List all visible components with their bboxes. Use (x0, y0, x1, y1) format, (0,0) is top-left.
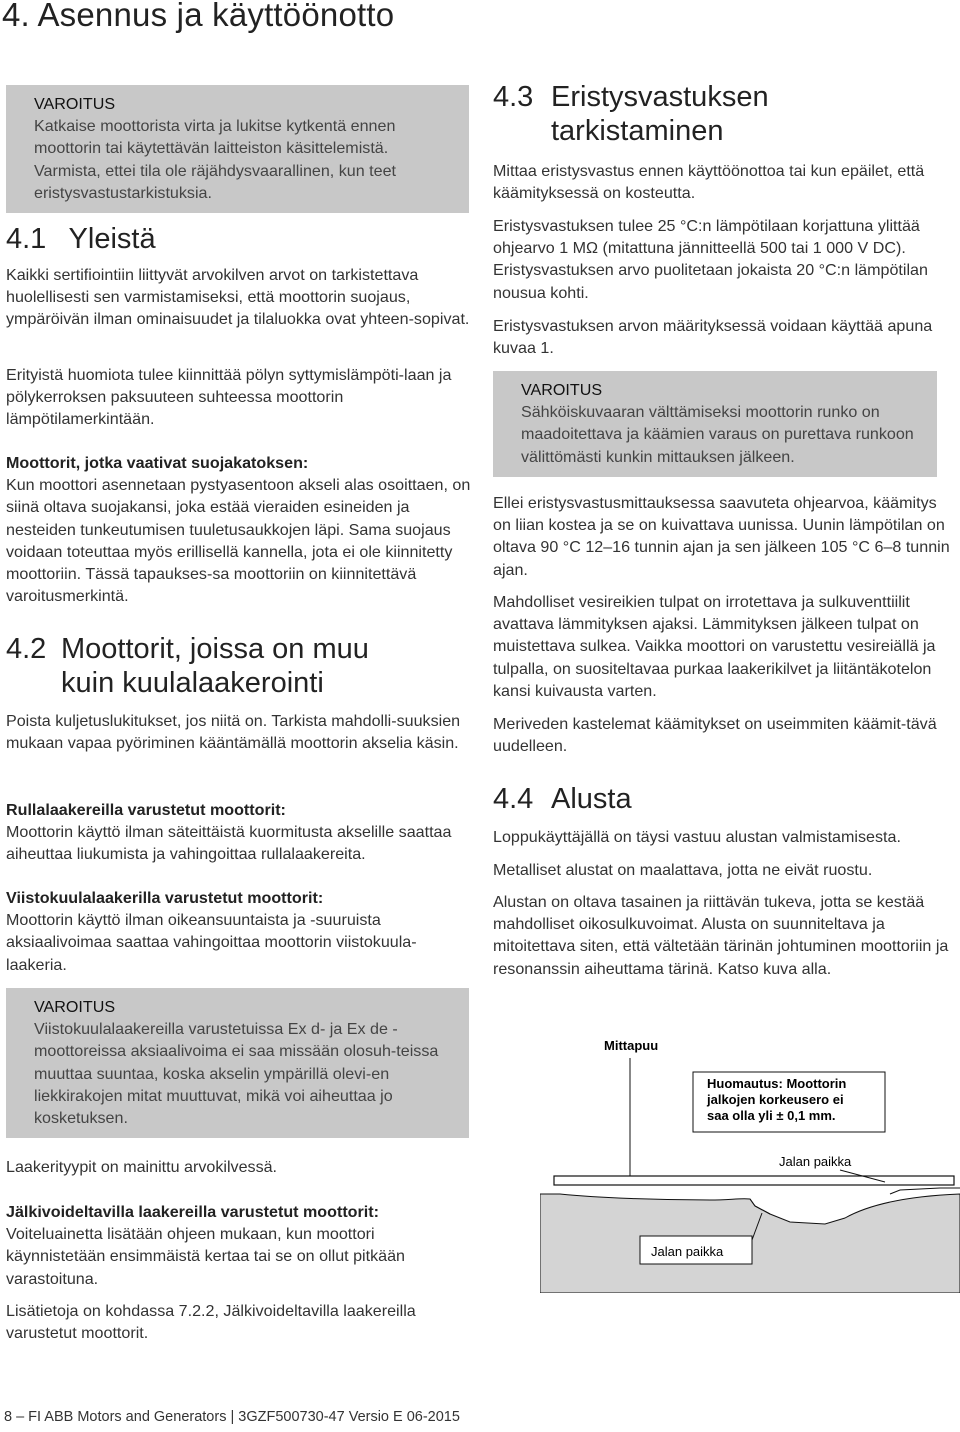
section-heading-4-1 (6, 222, 156, 256)
subsection-title: Rullalaakereilla varustetut moottorit: (6, 801, 286, 819)
paragraph: Voiteluainetta lisätään ohjeen mukaan, kun moottori käynnistetään ensimmäistä kertaa tai se on ollut pitkään varastoituna. (6, 1225, 405, 1288)
foot-position-label: Jalan paikka (779, 1154, 852, 1169)
foot-position-label: Jalan paikka (651, 1244, 724, 1259)
section-title: Yleistä (68, 223, 156, 255)
section-number: 4.2 (6, 633, 47, 665)
paragraph: Moottorin käyttö ilman säteittäistä kuormitusta akselille saattaa aiheuttaa liukumista ja vahingoittaa rullalaakereita. (6, 823, 452, 864)
paragraph: Meriveden kastelemat käämitykset on useimmiten käämit-tävä uudelleen. (493, 715, 937, 756)
section-heading-4-3 (493, 80, 769, 148)
page-title: 4. Asennus ja käyttöönotto (2, 0, 395, 33)
paragraph: Eristysvastuksen tulee 25 °C:n lämpötilaan korjattuna ylittää ohjearvo 1 MΩ (mitattuna jännitteellä 500 tai 1 000 V DC). Eristysvastuksen arvo puolitetaan jokaista 20 °C:n lämpötilan nousua kohti. (493, 217, 928, 302)
warning-box (6, 85, 469, 213)
ruler-bar (554, 1176, 954, 1185)
foot-position-right (890, 1188, 960, 1194)
paragraph: Kun moottori asennetaan pystyasentoon akseli alas osoittaen, on siinä oltava suojakansi, joka estää vieraiden esineiden ja nesteiden tunkeutumisen tuuletusaukkojen läpi. Sama suojaus voidaan toteuttaa myös erillisellä kannella, jota ei ole kiinnitetty moottoriin. Tässä tapaukses-sa moottoriin on kiinnitettävä varoitusmerkintä. (6, 476, 471, 606)
warning-title: VAROITUS (34, 998, 116, 1016)
subsection (6, 887, 471, 976)
subsection-title: Viistokuulalaakerilla varustetut moottorit: (6, 889, 324, 907)
subsection-title: Jälkivoideltavilla laakereilla varustetut moottorit: (6, 1203, 379, 1221)
paragraph: Erityistä huomiota tulee kiinnittää pölyn syttymislämpöti-laan ja pölykerroksen paksuuteen suhteessa moottorin lämpötilamerkintään. (6, 366, 452, 429)
paragraph: Metalliset alustat on maalattava, jotta ne eivät ruostu. (493, 861, 873, 879)
subsection (6, 799, 471, 866)
subsection (6, 1201, 471, 1290)
paragraph: Mahdolliset vesireikien tulpat on irrotettava ja sulkuventtiilit avattava lämmityksen ajaksi. Lämmityksen jälkeen tulpat on muistettava sulkea. Vaikka moottori on varustettu vesireiällä ja tulpalla, on suositeltavaa purkaa laakerikilvet ja liitäntäkotelon kansi kuivausta varten. (493, 593, 936, 700)
warning-title: VAROITUS (521, 381, 603, 399)
subsection (6, 452, 471, 607)
paragraph: Kaikki sertifiointiin liittyvät arvokilven arvot on tarkistettava huolellisesti sen varmistamiseksi, että moottorin suojaus, ympäröivän ilman ominaisuudet ja tilaluokka ovat yhteen-sopivat. (6, 266, 470, 329)
section-title-line1: Moottorit, joissa on muu (61, 633, 369, 665)
section-title-line2: kuin kuulalaakerointi (61, 667, 324, 699)
paragraph: Lisätietoja on kohdassa 7.2.2, Jälkivoideltavilla laakereilla varustetut moottorit. (6, 1302, 416, 1343)
ruler-label: Mittapuu (604, 1038, 659, 1053)
paragraph: Ellei eristysvastusmittauksessa saavuteta ohjearvoa, käämitys on liian kostea ja se on kuivattava uunissa. Uunin lämpötilan on oltava 90 °C 12–16 tunnin ajan ja sen jälkeen 105 °C 6–8 tunnin ajan. (493, 494, 950, 579)
note-line: Huomautus: Moottorin (707, 1076, 847, 1091)
section-title: Alusta (551, 783, 632, 815)
subsection-title: Moottorit, jotka vaativat suojakatoksen: (6, 454, 309, 472)
paragraph: Mittaa eristysvastus ennen käyttöönottoa tai kun epäilet, että käämityksessä on kosteutta. (493, 162, 925, 203)
note-line: saa olla yli ± 0,1 mm. (707, 1108, 836, 1123)
section-number: 4.1 (6, 223, 47, 255)
warning-box (493, 371, 937, 477)
paragraph: Moottorin käyttö ilman oikeansuuntaista ja -suuruista aksiaalivoimaa saattaa vahingoittaa moottorin viistokuula-laakeria. (6, 911, 417, 974)
foundation-diagram (540, 1028, 960, 1293)
section-number: 4.3 (493, 81, 534, 113)
paragraph: Eristysvastuksen arvon määrityksessä voidaan käyttää apuna kuvaa 1. (493, 317, 933, 358)
section-title-line2: tarkistaminen (551, 115, 724, 147)
warning-text: Katkaise moottorista virta ja lukitse kytkentä ennen moottorin tai käytettävän laitteiston käsittelemistä. Varmista, ettei tila ole räjähdysvaarallinen, kun teet eristysvastustarkistuksia. (34, 117, 396, 202)
note-line: jalkojen korkeusero ei (707, 1092, 844, 1107)
page-footer: 8 – FI ABB Motors and Generators | 3GZF500730-47 Versio E 06-2015 (4, 1409, 460, 1425)
section-heading-4-2 (6, 632, 369, 700)
paragraph: Alustan on oltava tasainen ja riittävän tukeva, jotta se kestää mahdolliset oikosulkuvoimat. Alusta on suunniteltava ja mitoitettava siten, että vältetään tärinän johtuminen moottoriin ja resonanssin aiheuttama tärinä. Katso kuva alla. (493, 893, 949, 978)
warning-text: Sähköiskuvaaran välttämiseksi moottorin runko on maadoitettava ja käämien varaus on purettava runkoon välittömästi kunkin mittauksen jälkeen. (521, 403, 914, 466)
paragraph: Poista kuljetuslukitukset, jos niitä on. Tarkista mahdolli-suuksien mukaan vapaa pyöriminen kääntämällä moottorin akselia käsin. (6, 712, 461, 753)
warning-box (6, 988, 469, 1138)
section-heading-4-4 (493, 782, 632, 816)
section-number: 4.4 (493, 783, 534, 815)
warning-title: VAROITUS (34, 95, 116, 113)
paragraph: Loppukäyttäjällä on täysi vastuu alustan valmistamisesta. (493, 828, 901, 846)
paragraph: Laakerityypit on mainittu arvokilvessä. (6, 1158, 278, 1176)
section-title-line1: Eristysvastuksen (551, 81, 769, 113)
warning-text: Viistokuulalaakereilla varustetuissa Ex d- ja Ex de -moottoreissa aksiaalivoima ei saa missään olosuh-teissa muuttaa suuntaa, koska akselin ympärillä olevi-en liekkirakojen mitat muuttuvat, mikä voi aiheuttaa jo kosketuksen. (34, 1020, 439, 1128)
